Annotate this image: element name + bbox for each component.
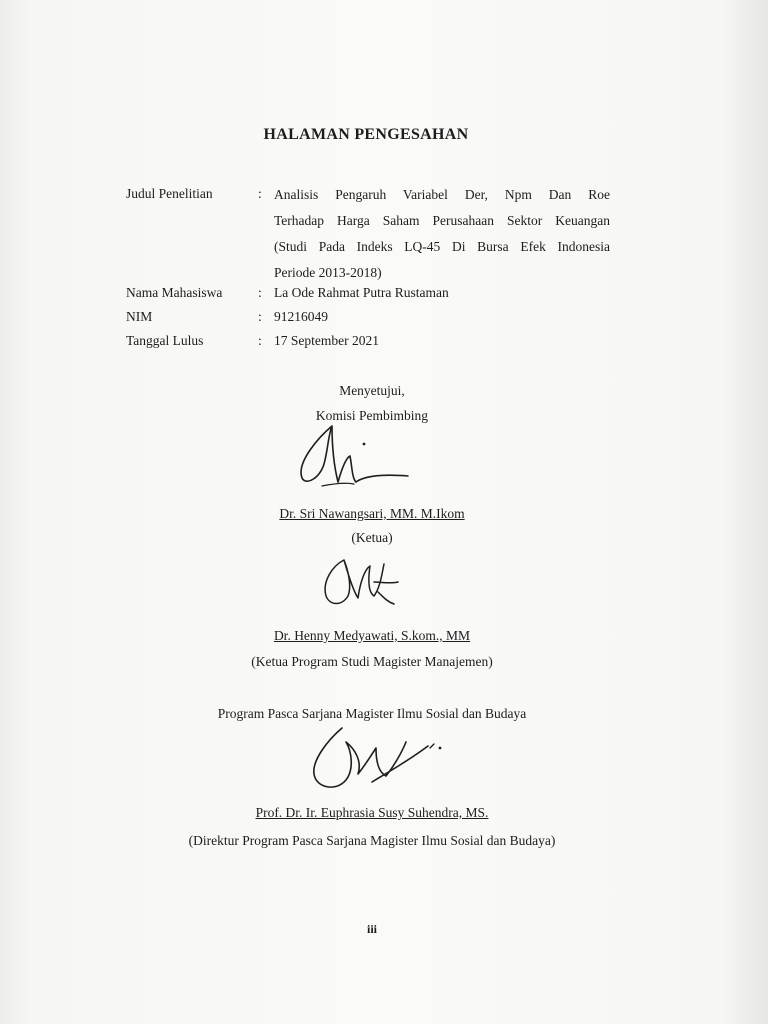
judul-line: Analisis Pengaruh Variabel Der, Npm Dan Roe (274, 187, 610, 202)
signatory-role-kaprodi: (Ketua Program Studi Magister Manajemen) (251, 654, 493, 669)
signatory-name-ketua: Dr. Sri Nawangsari, MM. M.Ikom (279, 506, 465, 521)
field-label: NIM (126, 309, 153, 324)
committee-label: Komisi Pembimbing (315, 408, 429, 423)
approval-heading: Menyetujui, (339, 383, 405, 398)
field-value: 17 September 2021 (274, 333, 379, 348)
signatory-role-ketua: (Ketua) (351, 530, 393, 545)
judul-line: (Studi Pada Indeks LQ-45 Di Bursa Efek Indonesia (274, 239, 610, 254)
judul-line: Periode 2013-2018) (274, 265, 382, 280)
judul-line: Terhadap Harga Saham Perusahaan Sektor Keuangan (274, 213, 610, 228)
field-label: Tanggal Lulus (126, 333, 204, 348)
signature-kaprodi-icon (318, 552, 404, 616)
field-colon: : (258, 309, 262, 324)
page-title: HALAMAN PENGESAHAN (263, 126, 469, 143)
signature-direktur-icon (302, 722, 452, 802)
signatory-name-direktur: Prof. Dr. Ir. Euphrasia Susy Suhendra, MS. (255, 805, 489, 820)
field-value: 91216049 (274, 309, 328, 324)
signature-ketua-icon (292, 418, 416, 490)
field-label: Nama Mahasiswa (126, 285, 223, 300)
field-colon: : (258, 333, 262, 348)
field-value: La Ode Rahmat Putra Rustaman (274, 285, 449, 300)
program-label: Program Pasca Sarjana Magister Ilmu Sosial dan Budaya (217, 706, 527, 721)
page-number: iii (366, 922, 377, 936)
field-value-judul (274, 186, 610, 290)
signatory-role-direktur: (Direktur Program Pasca Sarjana Magister Ilmu Sosial dan Budaya) (188, 833, 556, 848)
field-colon: : (258, 186, 262, 201)
field-label: Judul Penelitian (126, 186, 213, 201)
field-colon: : (258, 285, 262, 300)
signatory-name-kaprodi: Dr. Henny Medyawati, S.kom., MM (273, 628, 471, 643)
